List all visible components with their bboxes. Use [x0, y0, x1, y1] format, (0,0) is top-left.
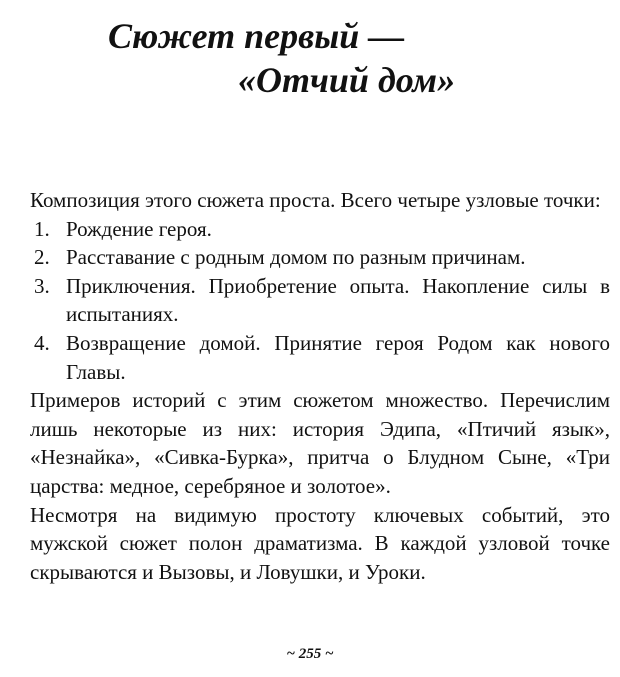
conclusion-paragraph: Несмотря на видимую простоту ключевых событий, это мужской сюжет полон драматизма. В каждой узловой точке скрываются и Вызовы, и Ловушки, и Уроки.	[30, 502, 610, 584]
chapter-body	[30, 186, 610, 586]
list-item-text: Расставание с родным домом по разным причинам.	[66, 245, 526, 270]
list-item-text: Рождение героя.	[66, 216, 212, 241]
page-number: ~ 255 ~	[286, 646, 334, 662]
chapter-title	[0, 14, 620, 102]
chapter-title-line-1: Сюжет первый —	[108, 16, 405, 56]
list-item	[30, 243, 610, 272]
list-item	[30, 272, 610, 329]
examples-paragraph: Примеров историй с этим сюжетом множество. Перечислим лишь некоторые из них: история Эдипа, «Птичий язык», «Незнайка», «Сивка-Бурка», притча о Блудном Сыне, «Три царства: медное, серебряное и золотое».	[30, 388, 610, 498]
list-item-text: Приключения. Приобретение опыта. Накопление силы в испытаниях.	[66, 273, 610, 327]
list-item	[30, 215, 610, 244]
list-item-text: Возвращение домой. Принятие героя Родом как нового Главы.	[66, 330, 610, 384]
list-item-number: 3.	[34, 273, 50, 298]
key-points-list	[30, 215, 610, 387]
list-item	[30, 329, 610, 386]
list-item-number: 1.	[34, 216, 50, 241]
list-item-number: 2.	[34, 245, 50, 270]
chapter-title-line-2: «Отчий дом»	[238, 60, 456, 100]
list-item-number: 4.	[34, 330, 50, 355]
intro-paragraph: Композиция этого сюжета проста. Всего четыре узловые точки:	[30, 188, 601, 212]
